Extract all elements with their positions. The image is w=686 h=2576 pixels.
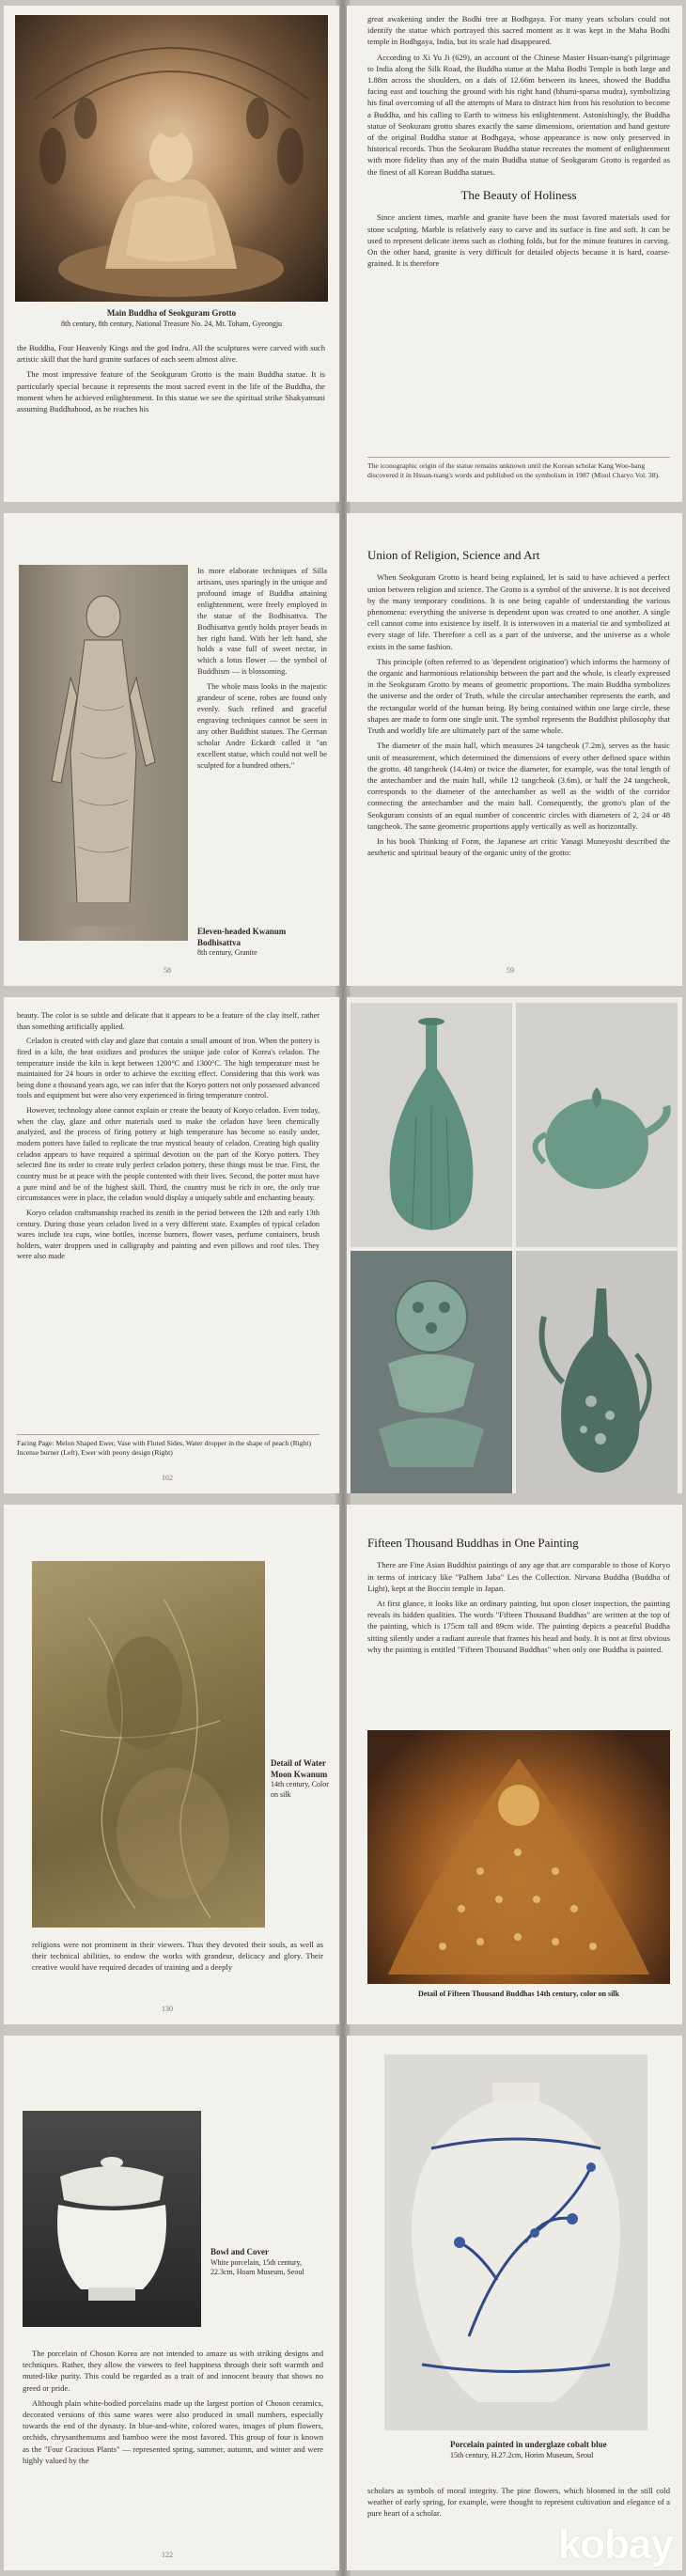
section-heading: Union of Religion, Science and Art xyxy=(367,548,540,562)
celadon-teapot-photo xyxy=(516,1003,678,1247)
paragraph: The most impressive feature of the Seokguram Grotto is the main Buddha statue. It is particularly special because it represents the most sacred event in the life of the Buddha, the moment when he achieved enlightenment. In this statue we see the spiritual strike Shakyamuni assuming Buddhahood, as he reaches his xyxy=(17,369,325,414)
caption-title: Main Buddha of Seokguram Grotto xyxy=(106,308,237,318)
section-heading: The Beauty of Holiness xyxy=(460,187,577,202)
page-left xyxy=(4,1505,339,2024)
page-left xyxy=(4,997,339,1493)
body-text xyxy=(367,547,670,862)
caption-sub: 8th century, 8th century, National Treasure No. 24, Mt. Toham, Gyeongju xyxy=(60,319,283,328)
page-right xyxy=(347,997,682,1493)
kwanum-relief-photo xyxy=(19,565,188,941)
caption-sub: 15th century, H.27.2cm, Horim Museum, Seoul xyxy=(450,2450,594,2459)
caption-sub: White porcelain, 15th century, 22.3cm, Hoam Museum, Seoul xyxy=(210,2257,304,2277)
paragraph: religions were not prominent in their viewers. Thus they devoted their souls, as well as their technical abilities, to endow the works with grandeur, delicacy and glory. Their creative would have required decades of training and a deeply xyxy=(32,1940,323,1973)
paragraph: Since ancient times, marble and granite have been the most favored materials used for stone sculpting. Marble is relatively easy to carve and its surface is fine and soft. It can be used to represent delicate items such as clothing folds, but for the minute features in carving. On the other hand, granite is very difficult for detailed objects because it is hard, coarse-grained. It is therefore xyxy=(367,212,670,269)
paragraph: The porcelain of Choson Korea are not intended to amaze us with striking designs and techniques. Rather, they allow the viewers to feel happiness through their soft warmth and muted-like purity. This could be regarded as a trait of and innocent beauty that shows no greed or pride. xyxy=(23,2349,323,2393)
white-porcelain-bowl-photo xyxy=(23,2111,201,2327)
page-number: 102 xyxy=(162,1474,173,1482)
page-right xyxy=(347,6,682,502)
body-text xyxy=(197,566,327,775)
spread-kwanum xyxy=(0,507,686,991)
celadon-vase-photo xyxy=(351,1003,512,1247)
body-text xyxy=(32,1939,323,1977)
paragraph: scholars as symbols of moral integrity. The pine flowers, which bloomed in the still cold weather of early spring, for example, were thought to represent cultivation and elegance of a pure heart of a scholar. xyxy=(367,2486,670,2519)
body-text xyxy=(23,2348,323,2470)
page-number: 130 xyxy=(162,2005,173,2013)
footnote: The iconographic origin of the statue remains unknown until the Korean scholar Kang Woo-bang discovered it in Hsuan-tsang's words and published on the symbolism in 1987 (Misul Charyo Vol. 38). xyxy=(367,457,670,480)
paragraph: At first glance, it looks like an ordinary painting, but upon closer inspection, the painting reveals its hidden qualities. The words "Fifteen Thousand Buddhas" are written at the top of the painting, which is 175cm tall and 89cm wide. The painting depicts a peaceful Buddha sitting silently under a radiant aureole that frames his head and body. It is not at first obvious why the painting is entitled "Fifteen Thousand Buddhas" when only one Buddha is painted. xyxy=(367,1599,670,1654)
paragraph: This principle (often referred to as 'dependent origination') which informs the harmony of the organic and harmonious relationship between the part and the whole, is clearly expressed in the Seokguram Grotto by means of geometric proportions. The main Buddha symbolizes the universe and the order of Truth, while the circular antechamber represents the earth, and the rectangular world of the human being. By being contained within one large circle, these shapes are made to form one single unit. The symbol represents the Buddhist philosophy that Truth and worldly life are ultimately part of the same whole. xyxy=(367,656,670,736)
spread-celadon xyxy=(0,991,686,1499)
page-number: 58 xyxy=(164,966,171,975)
section-heading: Fifteen Thousand Buddhas in One Painting xyxy=(367,1536,579,1550)
paragraph: However, technology alone cannot explain or create the beauty of Koryo celadon. Even today, when the clay, glaze and other materials used to make the celadon have been chemically analyzed, and the process of firing pottery at high temperature has become so easily under, modern potters have failed to replicate the true mystical beauty of celadon. Creating high quality celadon appears to have required a spiritual devotion on the part of the Koryo potters. They selected fine its order to create truly perfect celadon pottery, these things must be true. First, the country must be at peace with the people contented with their lives. Second, the potter must have a pure mind and be of the highest skill. Third, the country must be rich in ore, the only true circumstances were in place, the celadon would display a uniquely subtle and enchanting beauty. xyxy=(17,1106,320,1203)
paragraph: the Buddha, Four Heavenly Kings and the god Indra. All the sculptures were carved with such artistic skill that the hard granite surfaces of each seem almost alive. xyxy=(17,343,325,365)
fifteen-thousand-buddhas-photo xyxy=(367,1730,670,1984)
seokguram-buddha-photo xyxy=(15,15,328,302)
page-number: 59 xyxy=(507,966,514,975)
caption-title: Porcelain painted in underglaze cobalt blue xyxy=(450,2440,607,2449)
page-number: 122 xyxy=(162,2551,173,2559)
paragraph: The diameter of the main hall, which measures 24 tangcheok (7.2m), serves as the basic unit of measurement, which determined the dimensions of every other defined space within the grotto. 48 tangcheok (14.4m) or twice the diameter, for example, was the total length of the antechamber and the main hall, while 12 tangcheok (3.6m), or half the 24 tangcheok, corresponds to the diameter of the antechamber as well as the width of the corridor connecting the antechamber and the main hall. Consequently, the grotto's plan of the Seokguram consists of an equal number of concentric circles with diameters of 2, 24 or 48 tangcheok. The same geometric proportions apply vertically as well as horizontally. xyxy=(367,741,670,831)
photo-caption: Detail of Fifteen Thousand Buddhas 14th century, color on silk xyxy=(418,1990,619,1998)
paragraph: In his book Thinking of Form, the Japanese art critic Yanagi Muneyoshi described the aesthetic and spiritual beauty of the organic unity of the grotto: xyxy=(367,835,670,858)
paragraph: beauty. The color is so subtle and delicate that it appears to be a feature of the clay itself, rather than something artificially applied. xyxy=(17,1011,320,1031)
photo-caption xyxy=(4,308,339,329)
caption-title: Detail of Water Moon Kwanum xyxy=(271,1758,328,1779)
spread-seokguram xyxy=(0,0,686,507)
page-left xyxy=(4,6,339,502)
spread-buddhist-painting xyxy=(0,1499,686,2030)
paragraph: According to Xi Yu Ji (629), an account of the Chinese Master Hsuan-tsang's pilgrimage to India along the Silk Road, the Buddha statue at the Maha Bodhi Temple is both large and 1.88m across the shoulders, on a dais of 12.66m between its knees, showed the Buddha facing east and touching the ground with his right hand (bhumi-sparsa mudra), symbolizing his final overcoming of all the attempts of Mara to distract him from his resolution to become a Buddha, and his calling to Earth to witness his enlightenment. Astonishingly, the Buddha statue of Seokuram grotto shares exactly the same dimensions, orientation and hand gesture of the original Buddha statue at Bodhgaya, whose appearance is now only preserved in historical records. Thus the Seokuram Buddha statue recreates the moment of enlightenment with more fidelity than any of the main Buddha statue of Seokguram Grotto is regarded as the finest of all Korean Buddha statues. xyxy=(367,52,670,177)
celadon-ewer-photo xyxy=(516,1251,678,1493)
paragraph: Although plain white-bodied porcelains made up the largest portion of Choson ceramics, decorated versions of this same wares were also produced in small numbers, especially towards the end of the dynasty. In blue-and-white, colored wares, images of plum flowers, orchids, chrysanthemums and bamboo were the most favored. This group of four is known as the "Four Gracious Plants" — represented spring, summer, autumn, and winter and were highly valued by the xyxy=(23,2397,323,2465)
caption-title: Eleven-headed Kwanum Bodhisattva xyxy=(197,927,287,947)
body-text xyxy=(367,2485,670,2523)
photo-caption: Facing Page: Melon Shaped Ewer, Vase with Fluted Sides, Water dropper in the shape of peach (Right) Incense burner (Left), Ewer with peony design (Right) xyxy=(17,1434,320,1458)
celadon-incense-burner-photo xyxy=(351,1251,512,1493)
paragraph: In more elaborate techniques of Silla artisans, uses sparingly in the unique and profound image of Buddha attaining enlightenment, were freely employed in the statue of the Bodhisattva. The Bodhisattva gently holds prayer beads in her right hand. With her left hand, she holds a vase full of sweet nectar, in which a lotus flower — the symbol of Buddhism — is blossoming. xyxy=(197,567,327,677)
kobay-watermark: kobay xyxy=(557,2521,673,2568)
page-right xyxy=(347,513,682,986)
page-left xyxy=(4,513,339,986)
caption-sub: 8th century, Granite xyxy=(197,948,257,958)
body-text xyxy=(367,13,670,273)
paragraph: great awakening under the Bodhi tree at Bodhgaya. For many years scholars could not identify the statue which portrayed this sacred moment as it was kept in the Maha Bodhi temple in Bodhgaya, India, but its scale had disappeared. xyxy=(367,14,670,47)
caption-title: Bowl and Cover xyxy=(210,2247,270,2256)
paragraph: The whole mass looks in the majestic grandeur of scene, robes are found only evenly. Such refined and graceful engraving techniques cannot be seen in any other Buddhist statues. The German scholar Andre Eckardt called it "an excellent statue, which could not well be sculpted for a hundred others." xyxy=(197,682,327,770)
water-moon-kwanum-photo xyxy=(32,1561,265,1928)
photo-caption xyxy=(210,2247,323,2277)
blue-white-jar-photo xyxy=(384,2054,647,2430)
paragraph: Koryo celadon craftsmanship reached its zenith in the period between the 12th and early 13th century. During those years celadon lived in a very different state. Examples of typical celadon wares include tea cups, wine bottles, incense burners, flower vases, perfume containers, brush holders, water droppers used in calligraphy and painting and even pillows and roof tiles. They were also made xyxy=(17,1208,320,1261)
photo-caption xyxy=(197,927,329,959)
page-left xyxy=(4,2036,339,2570)
photo-caption xyxy=(450,2440,638,2460)
body-text xyxy=(367,1535,670,1659)
paragraph: Celadon is created with clay and glaze that contain a small amount of iron. When the pottery is fired in a kiln, the heat oxidizes and produces the unique jade color of Korea's celadon. The temperature inside the kiln is kept between 1200°C and 1300°C. The high temperature must be maintained for 24 hours in order to achieve the exciting effect. Considering that this work was being done a thousand years ago, we can infer that the Koryo potters not only possessed advanced tools and equipment but were also very experienced in firing temperature control. xyxy=(17,1037,320,1101)
body-text xyxy=(17,342,325,418)
paragraph: There are Fine Asian Buddhist paintings of any age that are comparable to those of Koryo in terms of intricacy like "Palhem Jaba" Les the Collection. Nirvana Buddha (Buddha of Light), kept at the Boccin temple in Japan. xyxy=(367,1560,670,1593)
paragraph: When Seokguram Grotto is heard being explained, let is said to have achieved a perfect union between religion and science. The Grotto is a symbol of the universe. It is not deceived by the many temporary conditions. It is one being capable of understanding the various phenomena: everything the universe is dependent upon was created to one another. A single cell cannot come into existence by itself. It is interwoven in a material tie and symbolized at every stage of life. Therefore a cell as a part of the universe, and the universe as a whole exists in the same fashion. xyxy=(367,572,670,651)
page-right xyxy=(347,2036,682,2570)
photo-caption xyxy=(271,1758,331,1800)
body-text xyxy=(17,1010,320,1266)
page-right xyxy=(347,1505,682,2024)
caption-sub: 14th century, Color on silk xyxy=(271,1780,329,1799)
spread-porcelain xyxy=(0,2030,686,2576)
